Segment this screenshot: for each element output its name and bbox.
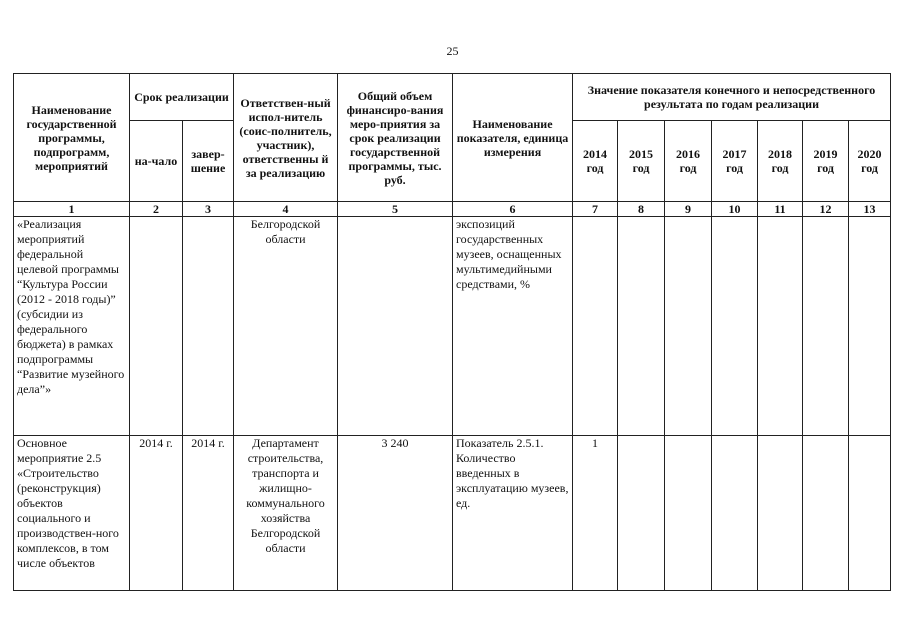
column-number: 4: [234, 202, 338, 217]
row-indicator: экспозиций государственных музеев, оснащенных мультимедийными средствами, %: [453, 217, 573, 436]
row-value-2020: [849, 436, 891, 591]
header-year-2020: 2020 год: [849, 121, 891, 202]
header-indicator: Наименование показателя, единица измерения: [453, 74, 573, 202]
row-funding-volume: 3 240: [338, 436, 453, 591]
row-responsible: Департамент строительства, транспорта и жилищно-коммунального хозяйства Белгородской области: [234, 436, 338, 591]
header-funding-volume: Общий объем финансиро-вания меро-приятия за срок реализации государственной программы, тыс. руб.: [338, 74, 453, 202]
row-start: 2014 г.: [130, 436, 183, 591]
row-start: [130, 217, 183, 436]
row-value-2015: [618, 217, 665, 436]
header-year-2018: 2018 год: [758, 121, 803, 202]
row-program-name: «Реализация мероприятий федеральной целевой программы “Культура России (2012 - 2018 годы)” (субсидии из федерального бюджета) в рамках подпрограммы “Развитие музейного дела”»: [14, 217, 130, 436]
header-year-2019: 2019 год: [803, 121, 849, 202]
row-value-2016: [665, 217, 712, 436]
row-funding-volume: [338, 217, 453, 436]
page-number: 25: [446, 44, 459, 58]
header-year-2015: 2015 год: [618, 121, 665, 202]
column-number: 10: [712, 202, 758, 217]
row-value-2019: [803, 436, 849, 591]
column-number: 13: [849, 202, 891, 217]
table-row: [14, 217, 891, 436]
row-value-2018: [758, 217, 803, 436]
row-program-name: Основное мероприятие 2.5 «Строительство (реконструкция) объектов социального и производствен-ного комплексов, в том числе объектов: [14, 436, 130, 591]
header-period: Срок реализации: [130, 74, 234, 121]
header-year-2014: 2014 год: [573, 121, 618, 202]
row-value-2016: [665, 436, 712, 591]
column-number: 6: [453, 202, 573, 217]
column-number: 11: [758, 202, 803, 217]
header-period-start: на-чало: [130, 121, 183, 202]
table-row: [14, 436, 891, 591]
row-end: [183, 217, 234, 436]
row-end: 2014 г.: [183, 436, 234, 591]
row-value-2020: [849, 217, 891, 436]
row-value-2019: [803, 217, 849, 436]
row-value-2014: [573, 217, 618, 436]
column-number: 3: [183, 202, 234, 217]
column-number: 8: [618, 202, 665, 217]
program-table: [13, 73, 891, 591]
row-value-2017: [712, 436, 758, 591]
column-number: 7: [573, 202, 618, 217]
column-number: 9: [665, 202, 712, 217]
header-program-name: Наименование государственной программы, подпрограмм, мероприятий: [14, 74, 130, 202]
column-number: 1: [14, 202, 130, 217]
row-value-2017: [712, 217, 758, 436]
row-responsible: Белгородской области: [234, 217, 338, 436]
column-number: 2: [130, 202, 183, 217]
row-value-2014: 1: [573, 436, 618, 591]
row-value-2015: [618, 436, 665, 591]
header-responsible: Ответствен-ный испол-нитель (соис-полнитель, участник), ответственны й за реализацию: [234, 74, 338, 202]
column-number-row: [14, 202, 891, 217]
header-year-2017: 2017 год: [712, 121, 758, 202]
header-values-group: Значение показателя конечного и непосредственного результата по годам реализации: [573, 74, 891, 121]
row-indicator: Показатель 2.5.1. Количество введенных в эксплуатацию музеев, ед.: [453, 436, 573, 591]
header-year-2016: 2016 год: [665, 121, 712, 202]
header-period-end: завер-шение: [183, 121, 234, 202]
row-value-2018: [758, 436, 803, 591]
column-number: 12: [803, 202, 849, 217]
column-number: 5: [338, 202, 453, 217]
